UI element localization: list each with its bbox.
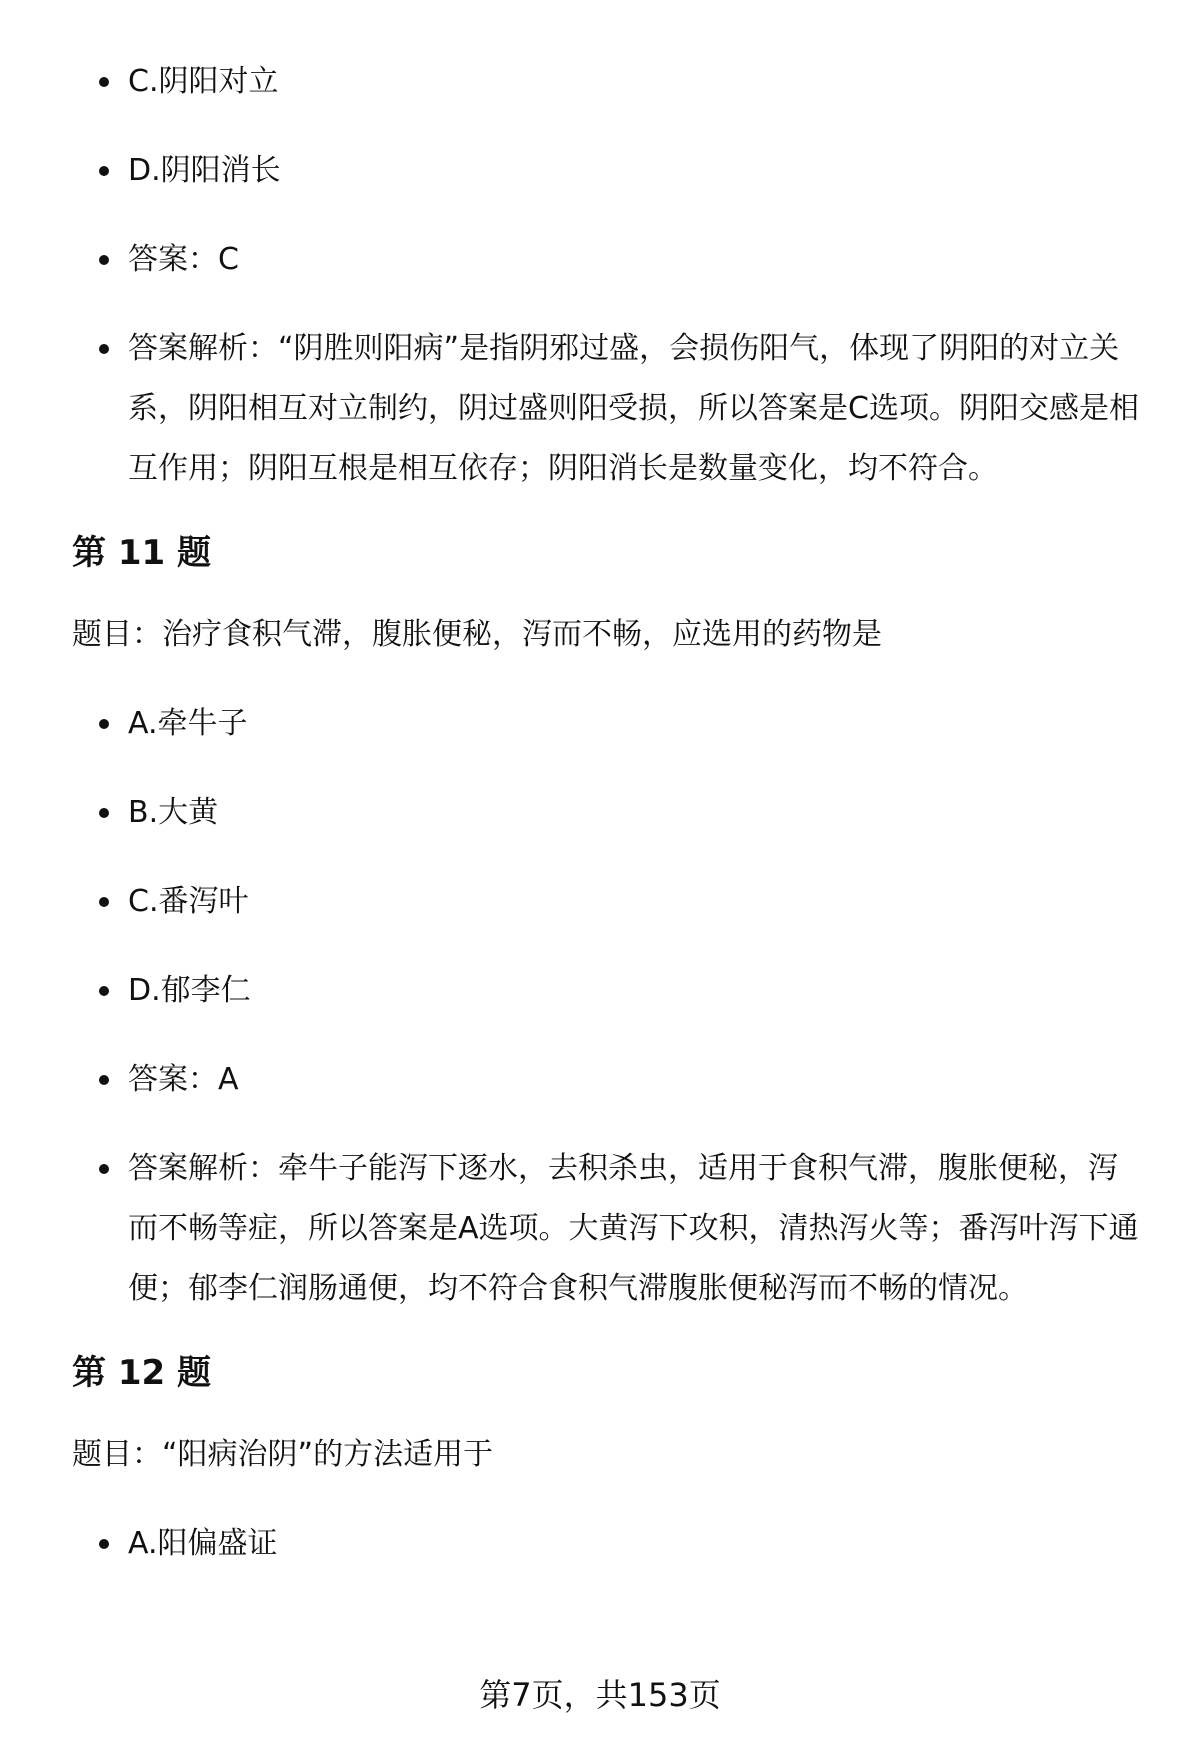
q11-option-d: D.郁李仁: [72, 961, 1142, 1021]
page-content: [72, 52, 1142, 1603]
q10-explanation: 答案解析：“阴胜则阳病”是指阴邪过盛，会损伤阳气，体现了阴阳的对立关系，阴阳相互对立制约，阴过盛则阳受损，所以答案是C选项。阴阳交感是相互作用；阴阳互根是相互依存；阴阳消长是数量变化，均不符合。: [72, 319, 1142, 499]
q12-option-a: A.阳偏盛证: [72, 1514, 1142, 1574]
q11-option-c: C.番泻叶: [72, 872, 1142, 932]
q10-option-c: C.阴阳对立: [72, 52, 1142, 112]
q11-explanation: 答案解析：牵牛子能泻下逐水，去积杀虫，适用于食积气滞，腹胀便秘，泻而不畅等症，所以答案是A选项。大黄泻下攻积，清热泻火等；番泻叶泻下通便；郁李仁润肠通便，均不符合食积气滞腹胀便秘泻而不畅的情况。: [72, 1139, 1142, 1319]
q11-options: [72, 694, 1142, 1319]
q12-question: 题目：“阳病治阴”的方法适用于: [72, 1437, 494, 1472]
q11-option-a: A.牵牛子: [72, 694, 1142, 754]
q12-options: [72, 1514, 1142, 1574]
q11-title: 第 11 题: [72, 533, 211, 573]
q11-answer: 答案：A: [72, 1050, 1142, 1110]
page-number-footer: 第7页，共153页: [479, 1676, 721, 1714]
q11-question: 题目：治疗食积气滞，腹胀便秘，泻而不畅，应选用的药物是: [72, 617, 882, 652]
q11-option-b: B.大黄: [72, 783, 1142, 843]
q12-title: 第 12 题: [72, 1353, 211, 1393]
q10-option-d: D.阴阳消长: [72, 141, 1142, 201]
q10-answer: 答案：C: [72, 230, 1142, 290]
q10-options: [72, 52, 1142, 499]
